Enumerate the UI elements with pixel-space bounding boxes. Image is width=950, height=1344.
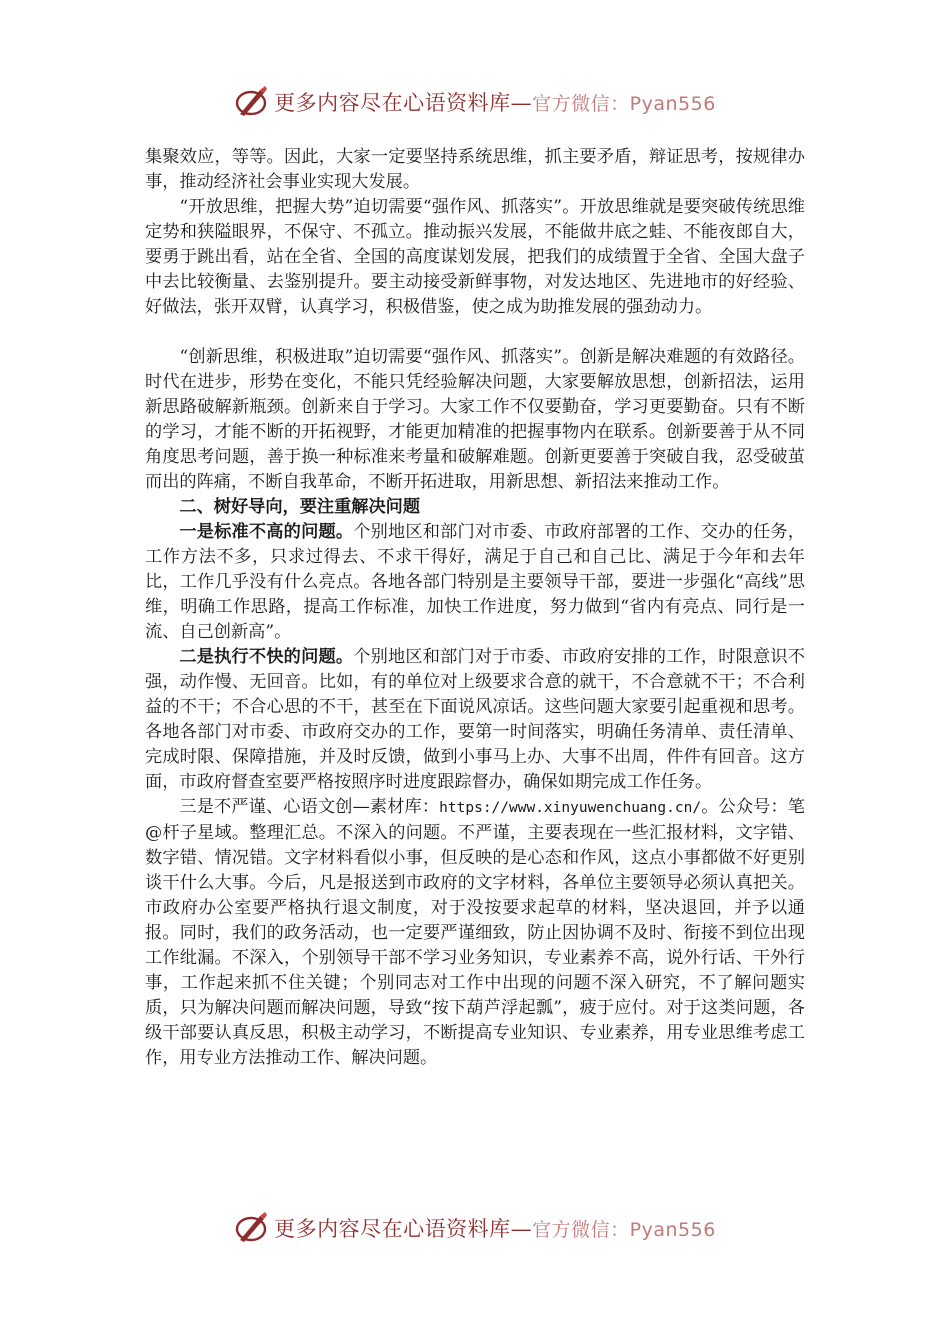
banner-wechat: 官方微信：Pyan556 [532,1219,716,1241]
paragraph-body: 。公众号：笔@杆子星域。整理汇总。不深入的问题。不严谨，主要表现在一些汇报材料，文字错、数字错、情况错。文字材料看似小事，但反映的是心态和作风，这点小事都做不好更别谈干什么大事。今后，凡是报送到市政府的文字材料，各单位主要领导必须认真把关。市政府办公室要严格执行退文制度，对于没按要求起草的材料，坚决退回，并予以通报。同时，我们的政务活动，也一定要严谨细致，防止因协调不及时、衔接不到位出现工作纰漏。不深入，个别领导干部不学习业务知识，专业素养不高，说外行话、干外行事，工作起来抓不住关键；个别同志对工作中出现的问题不深入研究，不了解问题实质，只为解决问题而解决问题，导致“按下葫芦浮起瓢”，疲于应付。对于这类问题，各级干部要认真反思，积极主动学习，不断提高专业知识、专业素养，用专业思维考虑工作，用专业方法推动工作、解决问题。 [145,797,805,1068]
paragraph-lead: 二是执行不快的问题。 [179,647,354,667]
paragraph [145,520,805,645]
banner-text [274,1213,716,1243]
banner-wechat: 官方微信：Pyan556 [532,93,716,115]
pen-circle-icon [234,84,270,120]
banner-title: 更多内容尽在心语资料库 [274,1217,511,1241]
paragraph: “创新思维，积极进取”迫切需要“强作风、抓落实”。创新是解决难题的有效路径。时代在进步，形势在变化，不能只凭经验解决问题，大家要解放思想，创新招法，运用新思路破解新瓶颈。创新来自于学习。大家工作不仅要勤奋，学习更要勤奋。只有不断的学习，才能不断的开拓视野，才能更加精准的把握事物内在联系。创新要善于从不同角度思考问题，善于换一种标准来考量和破解难题。创新更要善于突破自我，忍受破茧而出的阵痛，不断自我革命，不断开拓进取，用新思想、新招法来推动工作。 [145,347,805,492]
source-url: https://www.xinyuwenchuang.cn/ [439,800,702,816]
paragraph-body: 个别地区和部门对于市委、市政府安排的工作，时限意识不强，动作慢、无回音。比如，有的单位对上级要求合意的就干，不合意就不干；不合利益的不干；不合心思的不干，甚至在下面说风凉话。这些问题大家要引起重视和思考。各地各部门对市委、市政府交办的工作，要第一时间落实，明确任务清单、责任清单、完成时限、保障措施，并及时反馈，做到小事马上办、大事不出周，件件有回音。这方面，市政府督查室要严格按照序时进度跟踪督办，确保如期完成工作任务。 [145,647,805,792]
paragraph-lead: 一是标准不高的问题。 [179,522,354,542]
paragraph [145,645,805,795]
section-heading: 二、树好导向，要注重解决问题 [179,497,421,517]
banner-separator: — [510,91,533,115]
banner-text [274,87,716,117]
banner-separator: — [510,1217,533,1241]
banner-title: 更多内容尽在心语资料库 [274,91,511,115]
paragraph: “开放思维，把握大势”迫切需要“强作风、抓落实”。开放思维就是要突破传统思维定势和狭隘眼界，不保守、不孤立。推动振兴发展，不能做井底之蛙、不能夜郎自大，要勇于跳出看，站在全省、全国的高度谋划发展，把我们的成绩置于全省、全国大盘子中去比较衡量、去鉴别提升。要主动接受新鲜事物，对发达地区、先进地市的好经验、好做法，张开双臂，认真学习，积极借鉴，使之成为助推发展的强劲动力。 [145,197,805,317]
paragraph [145,795,805,1071]
paragraph-body: 个别地区和部门对市委、市政府部署的工作、交办的任务，工作方法不多，只求过得去、不求干得好，满足于自己和自己比、满足于今年和去年比，工作几乎没有什么亮点。各地各部门特别是主要领导干部，要进一步强化“高线”思维，明确工作思路，提高工作标准，加快工作进度，努力做到“省内有亮点、同行是一流、自己创新高”。 [145,522,805,642]
blank-line [145,320,805,345]
document-body [145,145,805,1071]
header-banner [0,82,950,122]
paragraph: 集聚效应，等等。因此，大家一定要坚持系统思维，抓主要矛盾，辩证思考，按规律办事，推动经济社会事业实现大发展。 [145,147,805,192]
footer-banner [0,1208,950,1248]
paragraph-body: 三是不严谨、心语文创—素材库： [179,797,440,817]
pen-circle-icon [234,1210,270,1246]
